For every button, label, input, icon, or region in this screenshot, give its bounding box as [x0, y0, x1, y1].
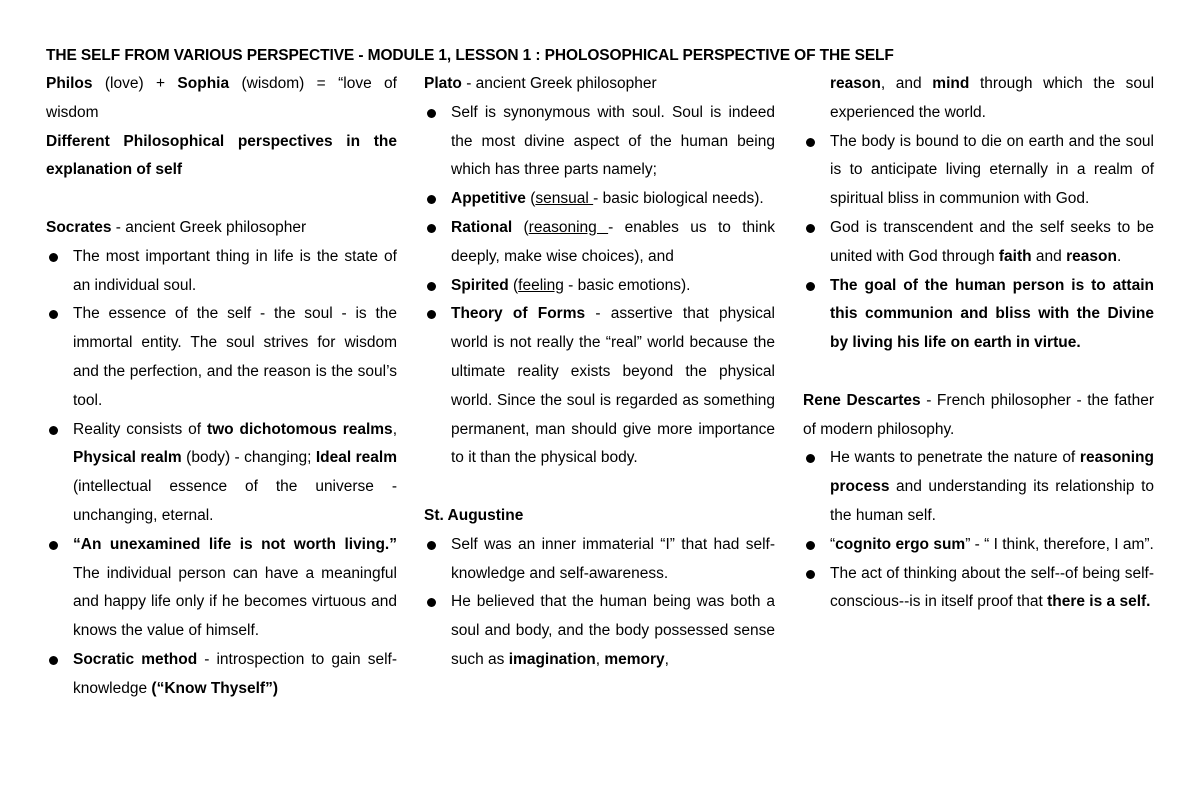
bullet-icon — [427, 310, 436, 319]
memory-term: memory — [604, 650, 665, 668]
text-run: (body) - changing; — [181, 449, 316, 467]
goal-of-human-person: The goal of the human person is to attain this communion and bliss with the Divine by living his life on earth in virtue. — [830, 276, 1154, 352]
rational-term: Rational — [451, 218, 513, 236]
list-item-continued — [803, 70, 1154, 128]
text-run: ” - “ I think, therefore, I am”. — [965, 535, 1154, 553]
imagination-term: imagination — [508, 650, 596, 668]
perspectives-heading: Different Philosophical perspectives in the explanation of self — [46, 132, 397, 179]
augustine-point-1: Self was an inner immaterial “I” that had self-knowledge and self-awareness. — [451, 535, 775, 582]
list-item — [803, 128, 1154, 214]
bullet-icon — [427, 195, 436, 204]
sensual-term: sensual — [535, 190, 594, 208]
socrates-point-2: The essence of the self - the soul - is the immortal entity. The soul strives for wisdom and the perfection, and the reason is the soul’s tool. — [73, 305, 397, 409]
text-run: and — [1031, 247, 1067, 265]
plato-point-1: Self is synonymous with soul. Soul is indeed the most divine aspect of the human being which has three parts namely; — [451, 103, 775, 179]
bullet-icon — [49, 541, 58, 550]
list-item — [424, 588, 775, 674]
text-run: - basic biological needs). — [593, 190, 764, 208]
document-title: THE SELF FROM VARIOUS PERSPECTIVE - MODULE 1, LESSON 1 : PHOLOSOPHICAL PERSPECTIVE OF THE SELF — [46, 47, 894, 64]
bullet-icon — [49, 426, 58, 435]
text-run: ( — [525, 190, 536, 208]
text-run: ( — [512, 218, 529, 236]
socrates-name: Socrates — [46, 218, 112, 236]
list-item — [46, 300, 397, 415]
text-run: “ — [830, 535, 836, 553]
text-run: , — [664, 650, 669, 668]
text-run: through which the soul experienced the world. — [830, 75, 1155, 121]
column-augustine-descartes — [803, 70, 1154, 617]
wisdom-text: (wisdom) = “love of wisdom — [46, 75, 397, 121]
text-run: . — [1116, 247, 1122, 265]
text-run: - enables us to think deeply, make wise choices), and — [451, 218, 775, 265]
list-item — [46, 243, 397, 301]
list-item — [803, 531, 1154, 560]
plato-heading — [424, 70, 775, 99]
feeling-term: feeling — [518, 276, 564, 294]
philos-term: Philos — [46, 75, 93, 92]
text-run: , — [392, 420, 397, 438]
reason-term: reason — [1066, 247, 1117, 265]
sophia-term: Sophia — [177, 75, 230, 92]
cognito-ergo-sum: cognito ergo sum — [835, 535, 966, 553]
know-thyself: (“Know Thyself”) — [151, 679, 279, 697]
list-item — [424, 214, 775, 272]
love-text: (love) + — [92, 75, 178, 92]
reasoning-term: reasoning — [528, 218, 609, 236]
reasoning-process: reasoning process — [830, 449, 1154, 496]
socratic-method: Socratic method — [73, 650, 198, 668]
bullet-icon — [427, 541, 436, 550]
spacer — [424, 473, 775, 502]
list-item — [803, 444, 1154, 530]
text-run: - basic emotions). — [563, 276, 691, 294]
descartes-desc: - French philosopher - the father of modern philosophy. — [803, 391, 1154, 438]
list-item — [424, 99, 775, 185]
plato-name: Plato — [424, 75, 462, 92]
text-run: (intellectual essence of the universe - unchanging, eternal. — [73, 478, 397, 524]
spirited-term: Spirited — [451, 276, 509, 294]
text-run: Reality consists of — [73, 420, 207, 438]
list-item — [46, 531, 397, 646]
text-run: and understanding its relationship to the human self. — [830, 478, 1154, 524]
ideal-realm: Ideal realm — [315, 449, 397, 467]
list-item — [46, 416, 397, 531]
column-socrates — [46, 70, 397, 704]
text-run: He believed that the human being was both a soul and body, and the body possessed sense such as — [451, 593, 775, 668]
socrates-heading — [46, 214, 397, 243]
text-run: - assertive that physical world is not really the “real” world because the ultimate reality exists beyond the physical world. Since the soul is regarded as something permanent, man should give more importance to it than the physical body. — [451, 305, 775, 467]
text-run: The individual person can have a meaningful and happy life only if he becomes virtuous and knows the value of himself. — [73, 564, 397, 640]
list-item — [424, 185, 775, 214]
plato-desc: - ancient Greek philosopher — [461, 75, 657, 92]
augustine-heading: St. Augustine — [424, 506, 524, 524]
list-item — [46, 646, 397, 704]
bullet-icon — [806, 454, 815, 463]
spacer — [46, 185, 397, 214]
text-run: He wants to penetrate the nature of — [830, 449, 1080, 467]
bullet-icon — [427, 282, 436, 291]
spacer — [803, 358, 1154, 387]
bullet-icon — [427, 598, 436, 607]
faith-term: faith — [998, 247, 1032, 265]
bullet-icon — [806, 541, 815, 550]
philos-sophia-definition — [46, 70, 397, 128]
dichotomous-realms: two dichotomous realms — [206, 420, 393, 438]
theory-of-forms: Theory of Forms — [451, 305, 586, 323]
list-item — [424, 272, 775, 301]
list-item — [803, 560, 1154, 618]
list-item — [424, 531, 775, 589]
appetitive-term: Appetitive — [451, 190, 526, 208]
mind-term: mind — [932, 75, 970, 92]
augustine-point-3: The body is bound to die on earth and the soul is to anticipate living eternally in a realm of spiritual bliss in communion with God. — [830, 132, 1154, 208]
there-is-a-self: there is a self. — [1047, 593, 1151, 611]
text-run: , and — [880, 75, 933, 92]
descartes-heading — [803, 387, 1154, 445]
bullet-icon — [427, 109, 436, 118]
unexamined-life-quote: “An unexamined life is not worth living.” — [73, 535, 397, 553]
bullet-icon — [806, 570, 815, 579]
text-run: ( — [508, 276, 519, 294]
bullet-icon — [806, 282, 815, 291]
bullet-icon — [806, 138, 815, 147]
list-item — [803, 272, 1154, 358]
descartes-name: Rene Descartes — [803, 391, 921, 409]
socrates-point-1: The most important thing in life is the state of an individual soul. — [73, 247, 397, 294]
bullet-icon — [49, 310, 58, 319]
physical-realm: Physical realm — [73, 449, 182, 467]
text-run: God is transcendent and the self seeks to be united with God through — [830, 218, 1154, 265]
socrates-desc: - ancient Greek philosopher — [111, 218, 307, 236]
bullet-icon — [427, 224, 436, 233]
text-run: , — [595, 650, 605, 668]
list-item — [424, 300, 775, 473]
list-item — [803, 214, 1154, 272]
bullet-icon — [49, 253, 58, 262]
bullet-icon — [806, 224, 815, 233]
reason-term: reason — [830, 75, 881, 92]
text-run: - introspection to gain self-knowledge — [73, 650, 397, 697]
text-run: The act of thinking about the self--of being self-conscious--is in itself proof that — [830, 564, 1154, 611]
column-plato-augustine — [424, 70, 775, 675]
bullet-icon — [49, 656, 58, 665]
